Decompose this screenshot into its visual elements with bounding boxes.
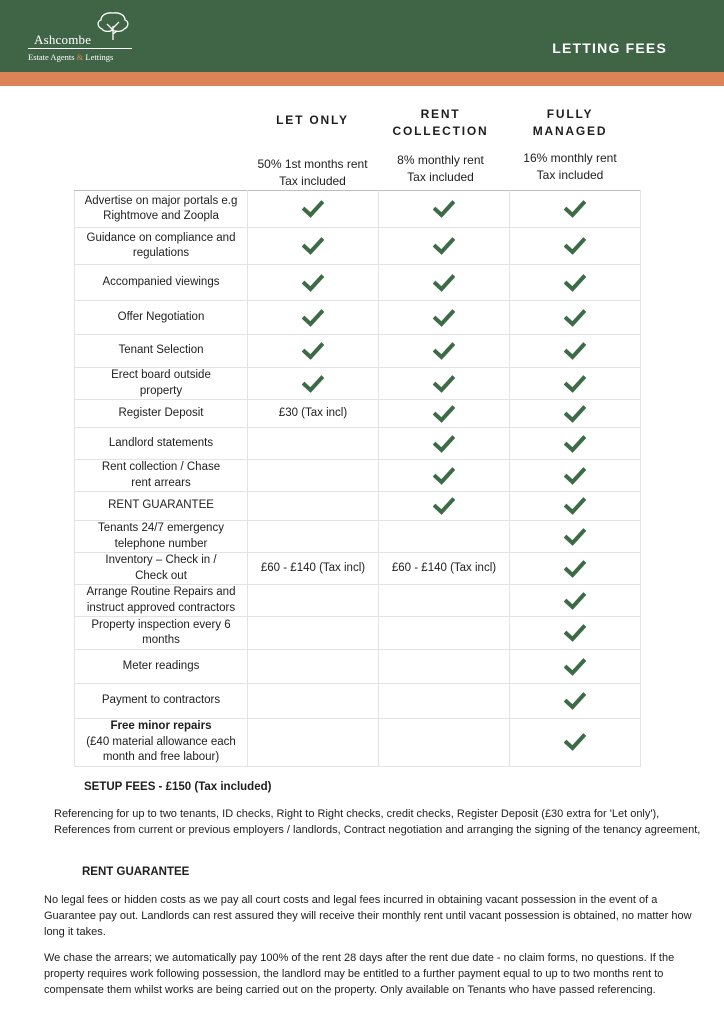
table-row xyxy=(75,684,641,719)
fee-value: £60 - £140 (Tax incl) xyxy=(391,561,497,574)
table-row xyxy=(75,400,641,428)
feature-label-line: property xyxy=(139,384,183,397)
feature-label-line: Guidance on compliance and xyxy=(86,231,236,244)
plan-name-line-2: MANAGED xyxy=(532,124,608,138)
feature-label-line: Erect board outside xyxy=(111,369,211,381)
feature-cell xyxy=(75,191,248,228)
feature-cell xyxy=(75,684,248,719)
feature-label-line: month and free labour) xyxy=(102,751,220,763)
feature-cell xyxy=(75,460,248,492)
setup-fees-title: SETUP FEES - £150 (Tax included) xyxy=(84,781,272,793)
fee-cell xyxy=(248,553,379,585)
fee-cell xyxy=(379,553,510,585)
check-icon xyxy=(302,240,324,252)
table-row xyxy=(75,460,641,492)
check-icon xyxy=(433,470,455,482)
check-icon xyxy=(564,531,586,543)
check-icon xyxy=(302,312,324,324)
logo-divider xyxy=(28,48,132,49)
included-cell xyxy=(248,191,379,228)
plan-name-line-2 xyxy=(247,129,378,146)
logo-tagline-amp: & xyxy=(76,52,84,62)
feature-cell xyxy=(75,585,248,617)
logo-tagline-left: Estate Agents xyxy=(28,52,75,62)
feature-cell xyxy=(75,650,248,684)
empty-cell xyxy=(248,585,379,617)
check-icon xyxy=(433,312,455,324)
plan-header-let-only xyxy=(247,110,378,190)
feature-label-line: Meter readings xyxy=(122,659,200,672)
feature-label-line: Free minor repairs xyxy=(110,720,212,732)
rent-guarantee-paragraph-2: We chase the arrears; we automatically pay 100% of the rent 28 days after the rent due date - no claim forms, no questions. If the property requires work following possession, the landlord may be entitled to a further payment equal to up to two months rent to compensate them whilst works are being carried out on the property. Only available on Tenants who have passed referencing. xyxy=(44,952,675,996)
empty-cell xyxy=(248,650,379,684)
feature-label-line: Arrange Routine Repairs and xyxy=(86,586,236,598)
included-cell xyxy=(510,228,641,265)
table-row xyxy=(75,650,641,684)
plan-name-line-1: LET ONLY xyxy=(276,113,349,127)
feature-label-line: telephone number xyxy=(114,537,208,550)
empty-cell xyxy=(248,684,379,719)
included-cell xyxy=(248,301,379,335)
table-row xyxy=(75,191,641,228)
feature-label-line: Offer Negotiation xyxy=(117,310,205,323)
empty-cell xyxy=(379,650,510,684)
feature-cell xyxy=(75,335,248,368)
feature-label-line: months xyxy=(142,634,180,646)
feature-label-line: (£40 material allowance each xyxy=(86,735,236,748)
included-cell xyxy=(379,191,510,228)
check-icon xyxy=(433,378,455,390)
included-cell xyxy=(510,265,641,301)
included-cell xyxy=(510,650,641,684)
included-cell xyxy=(379,428,510,460)
feature-label-line: Tenants 24/7 emergency xyxy=(98,522,224,534)
check-icon xyxy=(564,595,586,607)
feature-cell xyxy=(75,521,248,553)
table-row xyxy=(75,492,641,521)
table-row xyxy=(75,553,641,585)
check-icon xyxy=(433,203,455,215)
empty-cell xyxy=(379,684,510,719)
feature-label-line: regulations xyxy=(132,247,190,259)
included-cell xyxy=(248,265,379,301)
check-icon xyxy=(302,378,324,390)
setup-fees-text: Referencing for up to two tenants, ID checks, Right to Right checks, credit checks, Register Deposit (£30 extra for 'Let only'), References from current or previous employers / landlords, Contract negotiation and arranging the signing of the tenancy agreement, xyxy=(54,808,701,836)
feature-label-line: Tenant Selection xyxy=(118,344,204,357)
check-icon xyxy=(302,203,324,215)
included-cell xyxy=(248,335,379,368)
header-accent-stripe xyxy=(0,72,724,86)
table-row xyxy=(75,617,641,650)
included-cell xyxy=(510,301,641,335)
included-cell xyxy=(379,400,510,428)
check-icon xyxy=(564,378,586,390)
check-icon xyxy=(564,203,586,215)
check-icon xyxy=(433,408,455,420)
check-icon xyxy=(433,240,455,252)
rent-guarantee-paragraph-1: No legal fees or hidden costs as we pay all court costs and legal fees incurred in obtaining vacant possession in the event of a Guarantee pay out. Landlords can rest assured they will receive their monthly rent until vacant possession is obtained, no matter how long it takes. xyxy=(44,894,692,938)
included-cell xyxy=(379,301,510,335)
included-cell xyxy=(379,460,510,492)
table-row xyxy=(75,428,641,460)
included-cell xyxy=(248,228,379,265)
fee-value: £60 - £140 (Tax incl) xyxy=(260,561,366,574)
feature-cell xyxy=(75,719,248,767)
feature-label-line: Check out xyxy=(135,569,187,582)
feature-cell xyxy=(75,492,248,521)
feature-cell xyxy=(75,265,248,301)
included-cell xyxy=(510,368,641,400)
check-icon xyxy=(564,661,586,673)
included-cell xyxy=(510,460,641,492)
plan-name-line-2: COLLECTION xyxy=(392,124,489,138)
page-header xyxy=(0,0,724,72)
included-cell xyxy=(510,521,641,553)
included-cell xyxy=(510,400,641,428)
check-icon xyxy=(564,695,586,707)
plan-price: 50% 1st months rent xyxy=(257,157,368,171)
feature-label-line: Property inspection every 6 xyxy=(91,618,231,631)
feature-cell xyxy=(75,617,248,650)
included-cell xyxy=(510,492,641,521)
included-cell xyxy=(510,428,641,460)
fee-cell xyxy=(248,400,379,428)
plan-price: 16% monthly rent xyxy=(523,151,617,165)
feature-label-line: Accompanied viewings xyxy=(102,275,220,288)
feature-label-line: Register Deposit xyxy=(118,406,204,419)
feature-cell xyxy=(75,228,248,265)
included-cell xyxy=(510,553,641,585)
company-logo xyxy=(28,10,138,62)
fee-value: £30 (Tax incl) xyxy=(278,406,348,419)
table-row xyxy=(75,265,641,301)
feature-label-line: Payment to contractors xyxy=(101,694,221,707)
empty-cell xyxy=(248,492,379,521)
included-cell xyxy=(379,492,510,521)
plan-tax: Tax included xyxy=(279,174,346,188)
check-icon xyxy=(564,408,586,420)
feature-label-line: Inventory – Check in / xyxy=(105,554,217,566)
logo-tagline xyxy=(28,52,113,62)
included-cell xyxy=(379,335,510,368)
tree-icon xyxy=(94,10,132,42)
empty-cell xyxy=(248,521,379,553)
included-cell xyxy=(510,191,641,228)
logo-name: Ashcombe xyxy=(34,32,92,47)
check-icon xyxy=(302,345,324,357)
included-cell xyxy=(510,585,641,617)
table-row xyxy=(75,228,641,265)
plan-tax: Tax included xyxy=(536,168,604,182)
feature-cell xyxy=(75,400,248,428)
plan-header-rent-collection xyxy=(375,106,506,186)
included-cell xyxy=(379,368,510,400)
feature-cell xyxy=(75,368,248,400)
fees-comparison-table xyxy=(74,190,641,767)
empty-cell xyxy=(379,617,510,650)
included-cell xyxy=(510,684,641,719)
check-icon xyxy=(302,277,324,289)
feature-label-line: instruct approved contractors xyxy=(86,601,236,614)
check-icon xyxy=(564,312,586,324)
check-icon xyxy=(564,277,586,289)
check-icon xyxy=(564,563,586,575)
plan-price: 8% monthly rent xyxy=(397,153,484,167)
check-icon xyxy=(564,240,586,252)
check-icon xyxy=(433,345,455,357)
check-icon xyxy=(433,277,455,289)
check-icon xyxy=(433,438,455,450)
check-icon xyxy=(564,500,586,512)
table-row xyxy=(75,335,641,368)
empty-cell xyxy=(379,521,510,553)
empty-cell xyxy=(379,585,510,617)
table-row xyxy=(75,301,641,335)
included-cell xyxy=(510,719,641,767)
check-icon xyxy=(564,627,586,639)
included-cell xyxy=(510,617,641,650)
table-row xyxy=(75,521,641,553)
feature-label-line: RENT GUARANTEE xyxy=(108,499,214,512)
page-title: LETTING FEES xyxy=(552,40,667,56)
plan-name-line-1: FULLY xyxy=(546,107,594,121)
empty-cell xyxy=(379,719,510,767)
feature-label-line: Advertise on major portals e.g xyxy=(84,194,238,207)
check-icon xyxy=(564,345,586,357)
empty-cell xyxy=(248,460,379,492)
logo-tagline-right: Lettings xyxy=(85,52,114,62)
check-icon xyxy=(564,736,586,748)
empty-cell xyxy=(248,428,379,460)
table-row xyxy=(75,585,641,617)
feature-label-line: Landlord statements xyxy=(108,436,214,449)
table-row xyxy=(75,368,641,400)
included-cell xyxy=(248,368,379,400)
table-row xyxy=(75,719,641,767)
check-icon xyxy=(564,438,586,450)
check-icon xyxy=(564,470,586,482)
plan-name-line-1: RENT xyxy=(420,107,461,121)
check-icon xyxy=(433,500,455,512)
feature-cell xyxy=(75,301,248,335)
included-cell xyxy=(510,335,641,368)
included-cell xyxy=(379,228,510,265)
feature-cell xyxy=(75,553,248,585)
plan-tax: Tax included xyxy=(407,170,474,184)
feature-label-line: Rightmove and Zoopla xyxy=(103,210,219,222)
plan-header-fully-managed xyxy=(504,106,636,184)
feature-label-line: Rent collection / Chase xyxy=(101,461,221,473)
empty-cell xyxy=(248,617,379,650)
empty-cell xyxy=(248,719,379,767)
feature-cell xyxy=(75,428,248,460)
included-cell xyxy=(379,265,510,301)
rent-guarantee-title: RENT GUARANTEE xyxy=(82,866,190,878)
feature-label-line: rent arrears xyxy=(131,476,191,489)
